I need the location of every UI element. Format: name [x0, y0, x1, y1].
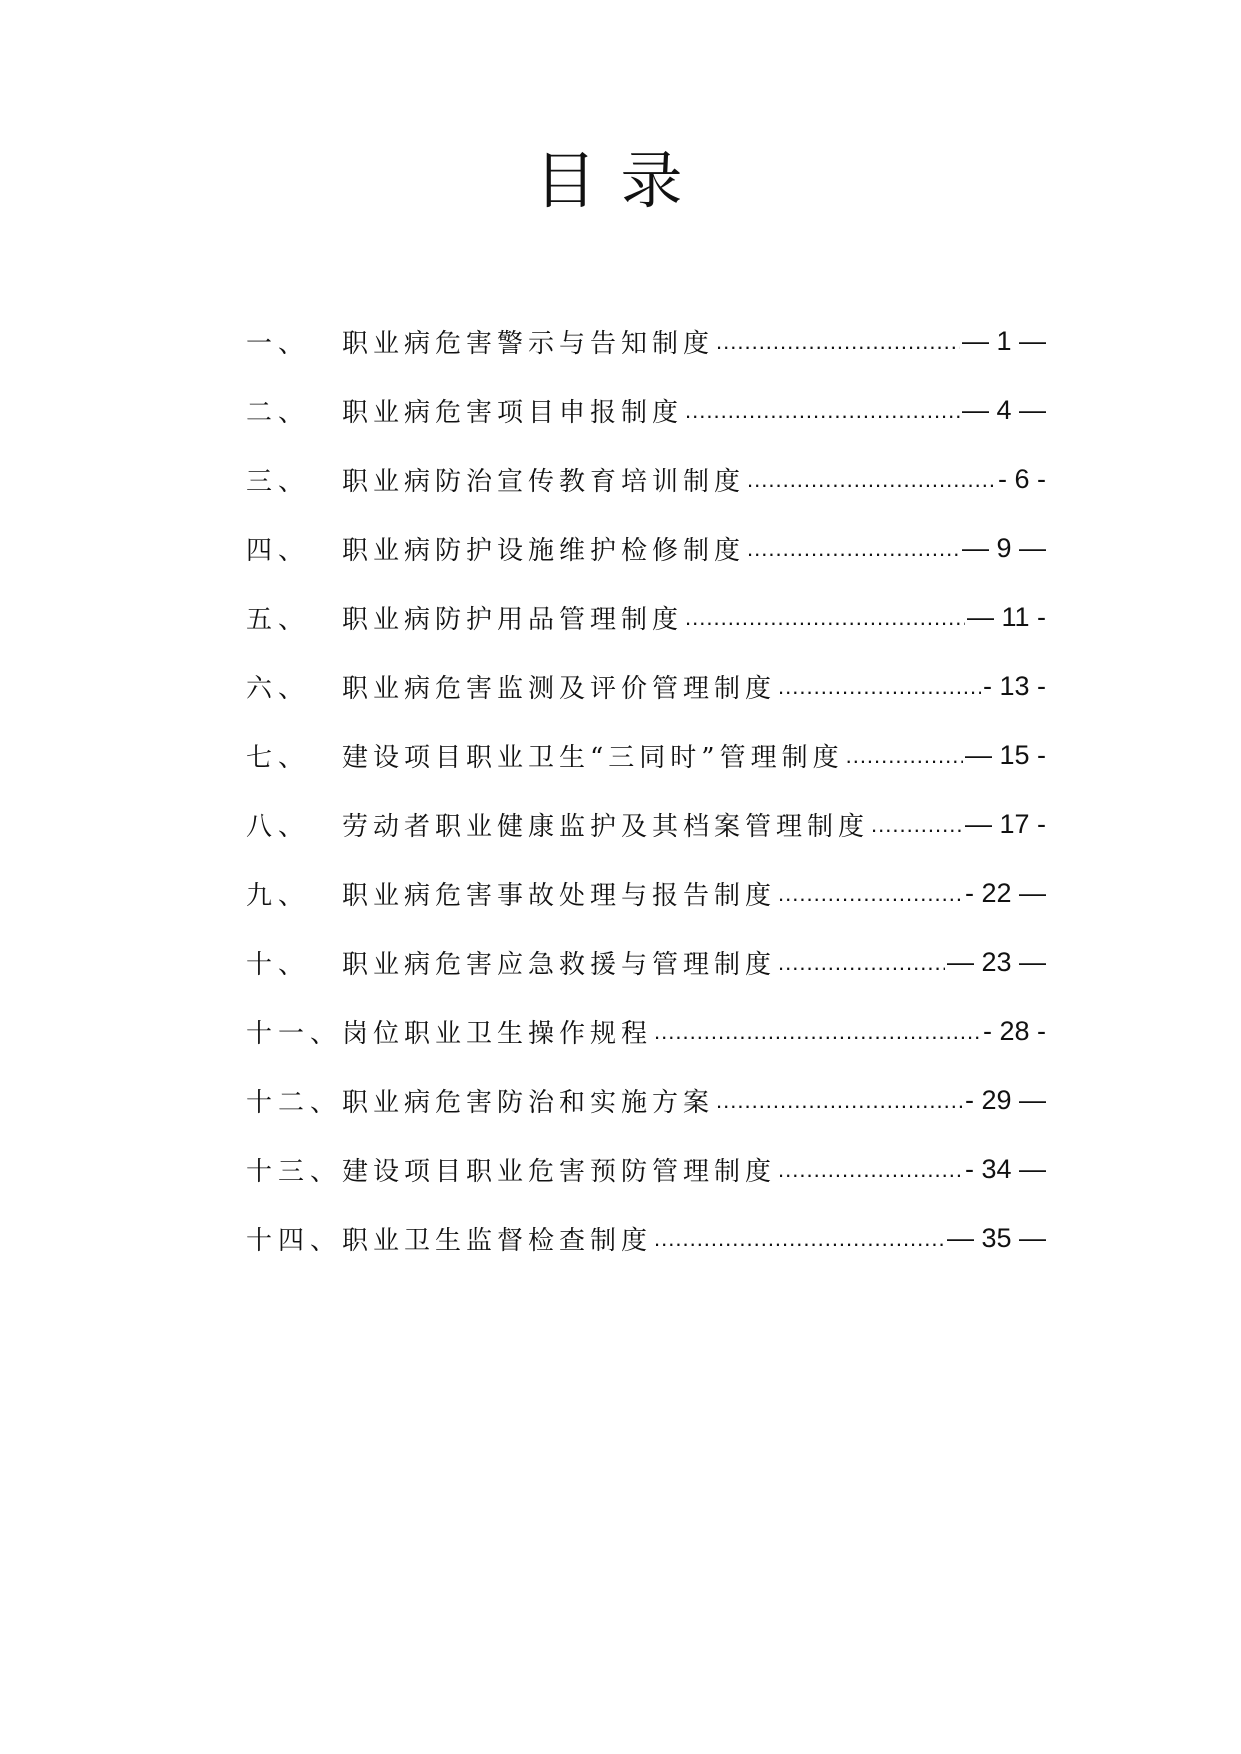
dot-leader	[716, 329, 960, 355]
dot-leader	[778, 881, 963, 907]
toc-entry-page: — 9 —	[961, 533, 1046, 563]
toc-entry-number: 一、	[246, 329, 311, 359]
toc-entry-title: 建设项目职业卫生“三同时”管理制度	[342, 743, 844, 773]
toc-entry-title: 职业病危害警示与告知制度	[342, 329, 715, 359]
toc-entry-title: 职业病防护设施维护检修制度	[342, 536, 746, 566]
toc-entry-number: 十三、	[246, 1157, 343, 1187]
toc-entry[interactable]	[246, 307, 1046, 376]
toc-entry-title: 岗位职业卫生操作规程	[342, 1019, 653, 1049]
dot-leader	[654, 1019, 981, 1045]
dot-leader	[716, 1088, 963, 1114]
toc-entry-title: 职业卫生监督检查制度	[342, 1226, 653, 1256]
dot-leader	[778, 674, 981, 700]
dot-leader	[778, 950, 945, 976]
dot-leader	[747, 536, 960, 562]
toc-entry-number: 二、	[246, 398, 311, 428]
toc-entry-number: 六、	[246, 674, 311, 704]
toc-entry-title: 职业病防治宣传教育培训制度	[342, 467, 746, 497]
toc-entry-page: — 15 -	[964, 740, 1046, 770]
dot-leader	[778, 1157, 963, 1183]
dot-leader	[654, 1226, 945, 1252]
toc-entry[interactable]	[246, 652, 1046, 721]
toc-entry-page: - 28 -	[982, 1016, 1046, 1046]
toc-entry[interactable]	[246, 790, 1046, 859]
toc-entry[interactable]	[246, 445, 1046, 514]
toc-entry-number: 七、	[246, 743, 311, 773]
toc-entry-page: — 17 -	[964, 809, 1046, 839]
toc-entry-number: 九、	[246, 881, 311, 911]
toc-entry-page: — 35 —	[946, 1223, 1046, 1253]
toc-entry[interactable]	[246, 859, 1046, 928]
dot-leader	[846, 743, 963, 769]
toc-entry-page: - 13 -	[982, 671, 1046, 701]
dot-leader	[685, 605, 965, 631]
toc-entry-number: 十、	[246, 950, 311, 980]
toc-entry-page: - 34 —	[964, 1154, 1046, 1184]
toc-entry[interactable]	[246, 1204, 1046, 1273]
toc-entry-page: - 6 -	[997, 464, 1046, 494]
toc-entry-title: 职业病危害防治和实施方案	[342, 1088, 715, 1118]
toc-entry-number: 十一、	[246, 1019, 343, 1049]
toc-entry-number: 十二、	[246, 1088, 343, 1118]
toc-entry-page: — 1 —	[961, 326, 1046, 356]
dot-leader	[747, 467, 996, 493]
toc-entry-number: 八、	[246, 812, 311, 842]
toc-entry[interactable]	[246, 376, 1046, 445]
toc-entry-number: 四、	[246, 536, 311, 566]
toc-entry-title: 职业病危害项目申报制度	[342, 398, 684, 428]
page-title: 目录	[534, 144, 707, 217]
toc-entry-title: 职业病危害应急救援与管理制度	[342, 950, 777, 980]
toc-entry[interactable]	[246, 721, 1046, 790]
toc-entry-title: 职业病防护用品管理制度	[342, 605, 684, 635]
toc-entry[interactable]	[246, 997, 1046, 1066]
toc-entry-page: — 23 —	[946, 947, 1046, 977]
dot-leader	[871, 812, 963, 838]
toc-entry[interactable]	[246, 1066, 1046, 1135]
toc-entry-page: — 4 —	[961, 395, 1046, 425]
toc-entry-number: 五、	[246, 605, 311, 635]
toc-entry-page: — 11 -	[966, 602, 1046, 632]
toc-entry-page: - 29 —	[964, 1085, 1046, 1115]
toc-entry-page: - 22 —	[964, 878, 1046, 908]
toc-entry-number: 十四、	[246, 1226, 343, 1256]
toc-entry[interactable]	[246, 514, 1046, 583]
toc-entry[interactable]	[246, 928, 1046, 997]
toc-entry-title: 建设项目职业危害预防管理制度	[342, 1157, 777, 1187]
dot-leader	[685, 398, 960, 424]
toc-entry-title: 职业病危害事故处理与报告制度	[342, 881, 777, 911]
toc-entry[interactable]	[246, 1135, 1046, 1204]
table-of-contents	[246, 307, 1046, 1273]
toc-entry-title: 劳动者职业健康监护及其档案管理制度	[342, 812, 870, 842]
toc-entry[interactable]	[246, 583, 1046, 652]
toc-entry-title: 职业病危害监测及评价管理制度	[342, 674, 777, 704]
toc-entry-number: 三、	[246, 467, 311, 497]
